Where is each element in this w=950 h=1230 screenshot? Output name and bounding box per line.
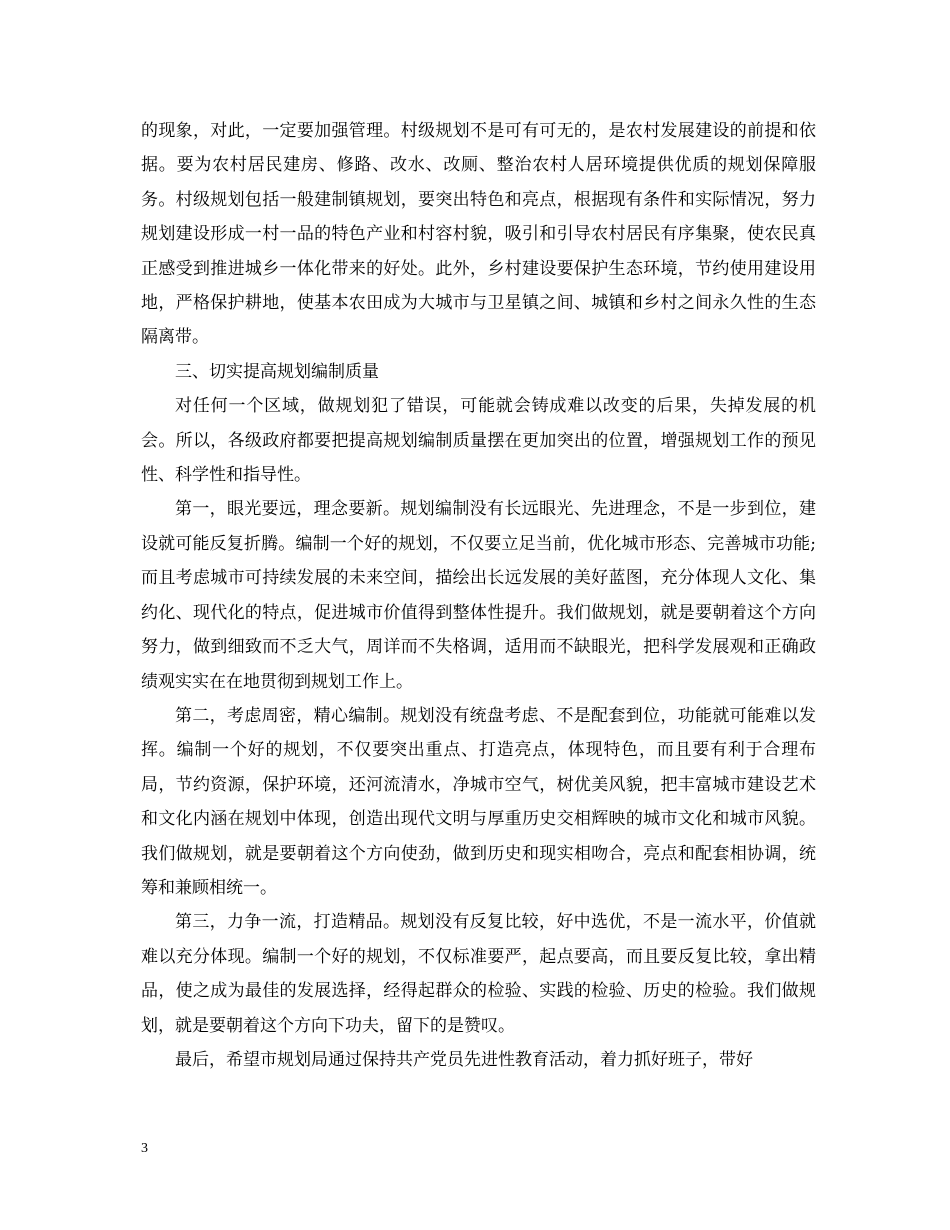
paragraph-5: 第二，考虑周密，精心编制。规划没有统盘考虑、不是配套到位，功能就可能难以发挥。编制一个好的规划，不仅要突出重点、打造亮点，体现特色，而且要有利于合理布局，节约资源，保护环境，还河流清水，净城市空气，树优美风貌，把丰富城市建设艺术和文化内涵在规划中体现，创造出现代文明与厚重历史交相辉映的城市文化和城市风貌。我们做规划，就是要朝着这个方向使劲，做到历史和现实相吻合，亮点和配套相协调，统筹和兼顾相统一。 xyxy=(141,705,816,898)
paragraph-4: 第一，眼光要远，理念要新。规划编制没有长远眼光、先进理念，不是一步到位，建设就可能反复折腾。编制一个好的规划，不仅要立足当前，优化城市形态、完善城市功能;而且考虑城市可持续发展的未来空间，描绘出长远发展的美好蓝图，充分体现人文化、集约化、现代化的特点，促进城市价值得到整体性提升。我们做规划，就是要朝着这个方向努力，做到细致而不乏大气，周详而不失格调，适用而不缺眼光，把科学发展观和正确政绩观实实在在地贯彻到规划工作上。 xyxy=(141,499,816,692)
page-number: 3 xyxy=(141,1141,148,1156)
section-heading: 三、切实提高规划编制质量 xyxy=(175,361,379,382)
paragraph-7: 最后，希望市规划局通过保持共产党员先进性教育活动，着力抓好班子，带好 xyxy=(175,1049,753,1070)
body-text xyxy=(141,114,816,1077)
paragraph-3: 对任何一个区域，做规划犯了错误，可能就会铸成难以改变的后果，失掉发展的机会。所以，各级政府都要把提高规划编制质量摆在更加突出的位置，增强规划工作的预见性、科学性和指导性。 xyxy=(141,396,816,486)
paragraph-6: 第三，力争一流，打造精品。规划没有反复比较，好中选优，不是一流水平，价值就难以充分体现。编制一个好的规划，不仅标准要严，起点要高，而且要反复比较，拿出精品，使之成为最佳的发展选择，经得起群众的检验、实践的检验、历史的检验。我们做规划，就是要朝着这个方向下功夫，留下的是赞叹。 xyxy=(141,912,816,1036)
paragraph-1: 的现象，对此，一定要加强管理。村级规划不是可有可无的，是农村发展建设的前提和依据。要为农村居民建房、修路、改水、改厕、整治农村人居环境提供优质的规划保障服务。村级规划包括一般建制镇规划，要突出特色和亮点，根据现有条件和实际情况，努力规划建设形成一村一品的特色产业和村容村貌，吸引和引导农村居民有序集聚，使农民真正感受到推进城乡一体化带来的好处。此外，乡村建设要保护生态环境，节约使用建设用地，严格保护耕地，使基本农田成为大城市与卫星镇之间、城镇和乡村之间永久性的生态隔离带。 xyxy=(141,121,816,348)
